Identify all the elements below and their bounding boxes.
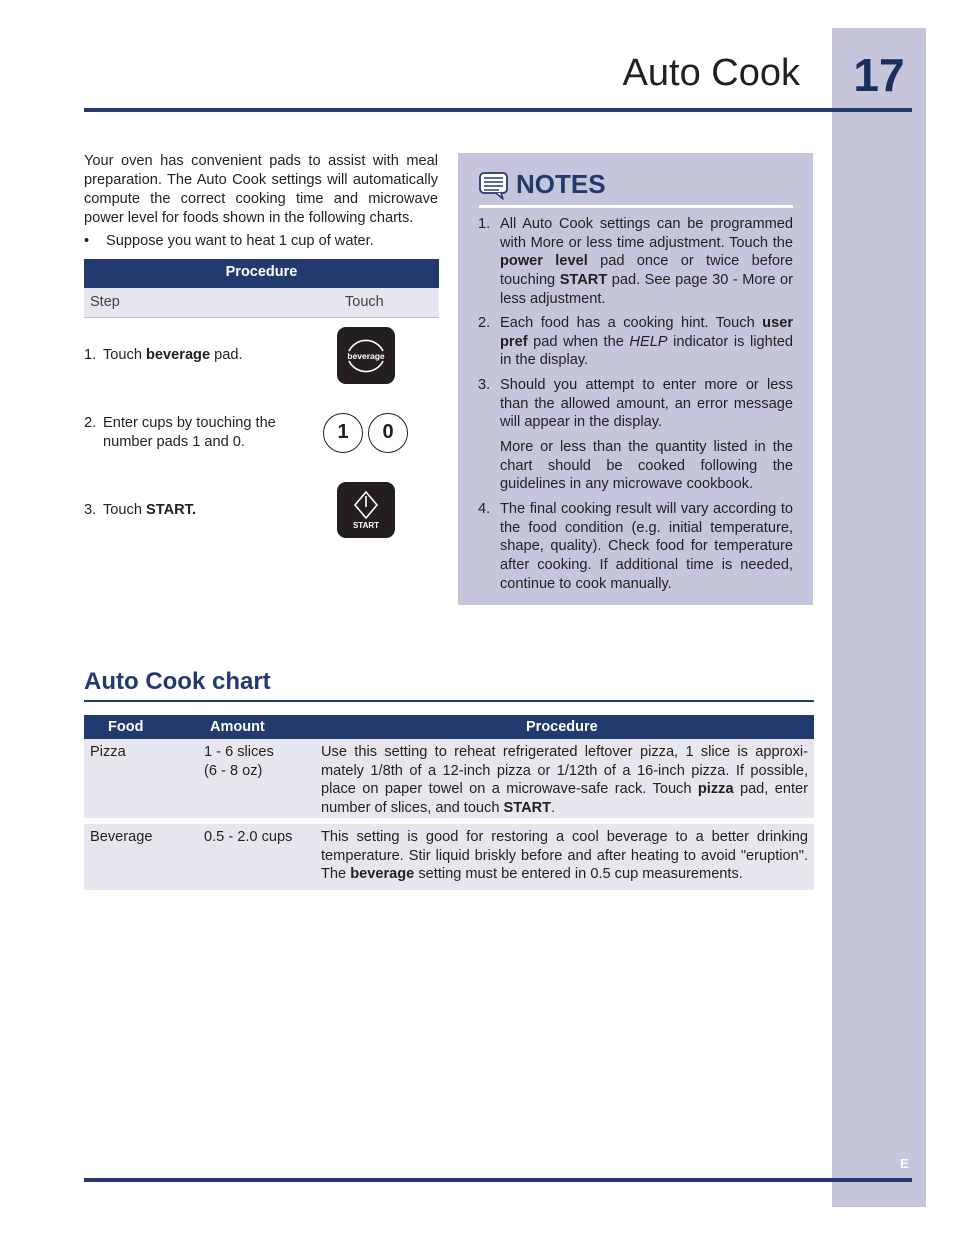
note-number: 3. xyxy=(478,377,491,393)
note-text: All Auto Cook settings can be programmed with More or less time adjustment. Touch the xyxy=(500,216,793,251)
chart-rule xyxy=(84,700,814,702)
cell-food: Pizza xyxy=(90,744,126,760)
procedure-keyword: START xyxy=(503,800,552,817)
col-step: Step xyxy=(90,294,120,310)
table-row xyxy=(84,739,814,824)
notes-icon xyxy=(479,172,509,200)
cell-amount: 0.5 - 2.0 cups xyxy=(204,829,293,845)
notes-box xyxy=(458,153,813,605)
bullet-text: Suppose you want to heat 1 cup of water. xyxy=(106,233,374,249)
intro-paragraph: Your oven has convenient pads to assist with meal preparation. The Auto Cook settings will automatically compute the correct cooking time and microwave power level for foods shown in the following charts. xyxy=(84,153,438,226)
side-tab xyxy=(832,28,926,1207)
col-touch: Touch xyxy=(345,294,384,310)
col-amount: Amount xyxy=(210,719,265,735)
amount-line: (6 - 8 oz) xyxy=(204,762,263,779)
procedure-step-1 xyxy=(84,346,294,365)
amount-line: 1 - 6 slices xyxy=(204,744,274,760)
note-text: pad once or twice before touching xyxy=(500,253,793,289)
number-pad-0-icon: 0 xyxy=(368,413,408,453)
table-row xyxy=(84,824,814,890)
start-pad-icon xyxy=(337,482,395,538)
note-number: 4. xyxy=(478,501,491,517)
note-item xyxy=(478,215,793,309)
note-text: More or less than the quantity listed in the chart should be cooked following the guidelines in any microwave cookbook. xyxy=(500,439,793,493)
page-title: Auto Cook xyxy=(622,52,800,94)
procedure-table-subheader xyxy=(84,288,439,317)
procedure-text: pad, enter number of slices, and touch xyxy=(321,781,809,817)
procedure-table-header: Procedure xyxy=(84,259,439,288)
cell-procedure xyxy=(321,828,808,884)
step-number: 1. xyxy=(84,347,97,363)
col-food: Food xyxy=(108,719,144,735)
note-text: indicator is lighted in the display. xyxy=(500,333,793,369)
number-pad-1-icon: 1 xyxy=(323,413,363,453)
bullet-dot: • xyxy=(84,233,90,249)
chart-table-header xyxy=(84,715,814,739)
col-procedure: Procedure xyxy=(526,719,598,735)
header-rule xyxy=(84,108,912,112)
note-text: Should you attempt to enter more or less than the allowed amount, an error message will appear in the display. xyxy=(500,377,793,431)
cell-amount xyxy=(204,743,274,780)
procedure-step-3 xyxy=(84,501,294,520)
notes-title: NOTES xyxy=(516,169,606,199)
beverage-pad-arcs-icon xyxy=(337,327,395,384)
note-number: 1. xyxy=(478,216,491,232)
start-pad-label: START xyxy=(352,521,380,530)
step-number: 3. xyxy=(84,502,97,518)
procedure-keyword: pizza xyxy=(697,781,734,798)
intro-bullet xyxy=(84,232,438,251)
step-keyword: beverage xyxy=(146,347,211,363)
note-text: Each food has a cooking hint. Touch xyxy=(500,315,763,331)
cell-procedure xyxy=(321,743,808,818)
note-number: 2. xyxy=(478,315,491,331)
note-keyword: power level xyxy=(500,253,588,270)
step-text: Enter cups by touching the number pads 1 and 0. xyxy=(103,415,276,450)
note-item xyxy=(478,314,793,370)
note-text: pad. See page 30 - More or less adjustment. xyxy=(500,272,793,307)
cell-food: Beverage xyxy=(90,829,153,845)
step-text: Touch xyxy=(103,347,146,363)
procedure-text: . xyxy=(551,800,556,817)
procedure-text: Use this setting to reheat refrigerated leftover pizza, 1 slice is approxi-mately 1/8th of a 12-inch pizza or 1/12th of a 16-inch pizza. If possible, place on paper towel on a microwave-safe rack. Touch xyxy=(321,744,808,798)
page-number: 17 xyxy=(853,49,905,101)
footer-rule xyxy=(84,1178,912,1182)
note-text: pad when the xyxy=(527,333,630,350)
note-item xyxy=(478,500,793,594)
note-text: The final cooking result will vary according to the food condition (e.g. initial temperature, shape, quality). Check food for temperature after cooking. If additional time is needed, continue to cook manually. xyxy=(500,501,793,592)
note-item xyxy=(478,438,793,494)
step-number: 2. xyxy=(84,415,97,431)
step-text-end: pad. xyxy=(210,347,243,363)
beverage-pad-icon xyxy=(337,327,395,384)
procedure-keyword: beverage xyxy=(350,866,415,883)
note-keyword: START xyxy=(559,272,608,289)
notes-rule xyxy=(479,205,793,208)
step-text: Touch xyxy=(103,502,146,518)
note-keyword: user pref xyxy=(500,315,793,350)
procedure-text: setting must be entered in 0.5 cup measurements. xyxy=(414,866,743,883)
procedure-step-2 xyxy=(84,414,299,452)
language-mark: E xyxy=(900,1156,909,1171)
beverage-pad-label: beverage xyxy=(347,351,385,361)
start-pad-diamond-icon xyxy=(337,482,395,538)
procedure-table-divider xyxy=(84,317,439,318)
step-keyword: START. xyxy=(146,502,196,518)
chart-title: Auto Cook chart xyxy=(84,668,271,695)
procedure-text: This setting is good for restoring a cool beverage to a better drinking temperature. Stir liquid briskly before and after heating to avoid "eruption". The xyxy=(321,829,808,883)
note-item xyxy=(478,376,793,432)
note-keyword: HELP xyxy=(629,333,668,350)
